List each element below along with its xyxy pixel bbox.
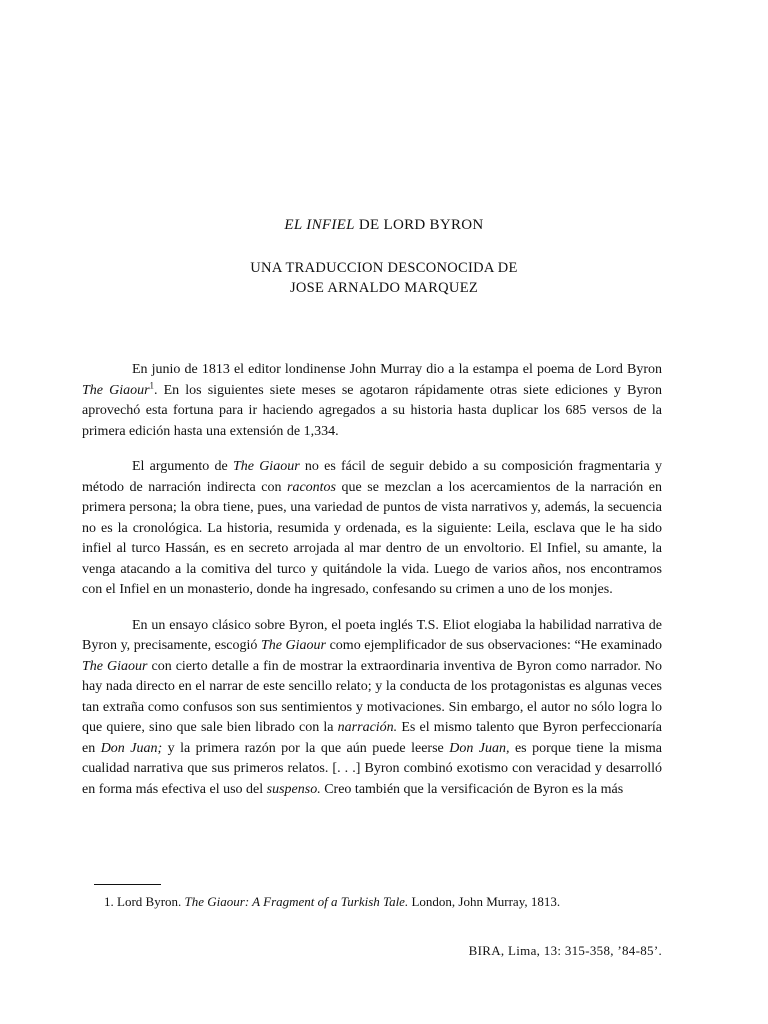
paragraph-2	[82, 457, 662, 601]
italic-term: suspenso.	[266, 781, 321, 797]
italic-title: The Giaour	[260, 638, 327, 653]
title-italic: EL INFIEL	[284, 217, 355, 233]
paragraph-3	[82, 616, 662, 801]
text-run: Creo también que la versificación de Byron es la más	[320, 781, 624, 797]
text-run: . En los siguientes siete meses se agotaron rápidamente otras siete ediciones y Byron aprovechó esta fortuna para ir haciendo agregados a su historia hasta duplicar los 685 versos de la primera edición hasta una extensión de 1,334.	[82, 382, 662, 439]
italic-title: The Giaour	[82, 382, 150, 398]
article-body	[82, 360, 662, 815]
italic-title: The Giaour: A Fragment of a Turkish Tale.	[184, 894, 409, 909]
title-rest: DE LORD BYRON	[354, 217, 484, 233]
italic-term: racontos	[287, 479, 336, 495]
italic-term: narración.	[337, 720, 398, 735]
footnote-ref: 1	[149, 379, 155, 390]
text-run: que se mezclan a los acercamientos de la narración en primera persona; la obra tiene, pues, una variedad de puntos de vista narrativos y, además, la secuencia no es la cronológica. La historia, resumida y ordenada, es la siguiente: Leila, esclava que le ha sido infiel al turco Hassán, es en secreto arrojada al mar dentro de un envoltorio. El Infiel, su amante, la venga atacando a la comitiva del turco y quitándole la vida. Luego de varios años, nos encontramos con el Infiel en un monasterio, donde ha ingresado, confesando su crimen a uno de los monjes.	[82, 479, 663, 597]
italic-title: The Giaour	[232, 459, 300, 474]
text-run: es porque tiene la misma cualidad narrativa que sus primeros relatos. [. . .] Byron combinó exotismo con veracidad y desarrolló en forma más efectiva el uso del	[82, 740, 662, 797]
footnote-1	[104, 892, 662, 911]
text-run: no es fácil de seguir debido a su composición fragmentaria y método de narración indirecta con	[82, 459, 662, 495]
text-run: como ejemplificador de sus observaciones: “He examinado	[326, 638, 662, 653]
text-run: Lord Byron.	[113, 894, 185, 909]
article-subtitle	[0, 258, 768, 298]
footnote-number: 1.	[104, 894, 114, 909]
italic-title: Don Juan;	[100, 740, 163, 756]
text-run: El argumento de	[132, 459, 233, 474]
text-run: Es el mismo talento que Byron perfeccionaría en	[82, 720, 662, 756]
article-title	[0, 217, 768, 234]
subtitle-line-2: JOSE ARNALDO MARQUEZ	[289, 280, 479, 296]
text-run: y la primera razón por la que aún puede leerse	[162, 740, 450, 756]
paragraph-1	[82, 360, 662, 442]
journal-citation: BIRA, Lima, 13: 315-358, ’84-85’.	[468, 943, 662, 958]
italic-title: The Giaour	[82, 658, 148, 674]
text-run: En un ensayo clásico sobre Byron, el poeta inglés T.S. Eliot elogiaba la habilidad narrativa de Byron y, precisamente, escogió	[82, 617, 662, 653]
text-run: En junio de 1813 el editor londinense John Murray dio a la estampa el poema de Lord Byron	[132, 362, 662, 377]
text-run: London, John Murray, 1813.	[408, 894, 561, 909]
italic-title: Don Juan,	[449, 740, 510, 756]
text-run: con cierto detalle a fin de mostrar la extraordinaria inventiva de Byron como narrador. No hay nada directo en el narrar de este sencillo relato; y la conducta de los protagonistas es algunas veces tan extraña como confusos son sus sentimientos y motivaciones. Sin embargo, el autor no sólo logra lo que quiere, sino que sale bien librado con la	[82, 658, 663, 735]
footnote-divider	[94, 884, 161, 885]
subtitle-line-1: UNA TRADUCCION DESCONOCIDA DE	[250, 260, 518, 276]
